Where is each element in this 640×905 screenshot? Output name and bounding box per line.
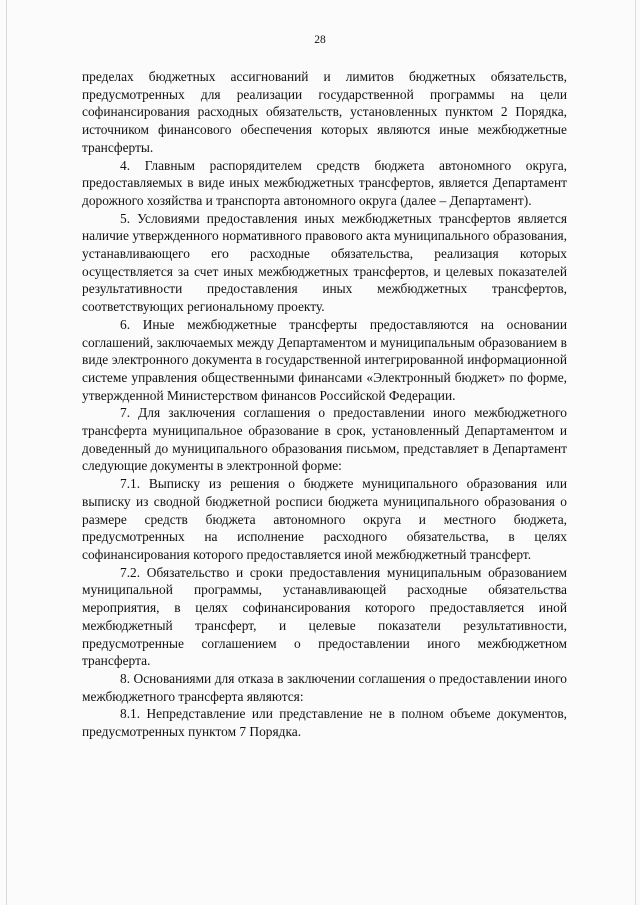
paragraph-5: 5. Условиями предоставления иных межбюджетных трансфертов является наличие утвержденного нормативного правового акта муниципального образования, устанавливающего его расходные обязательства, реализация которых осуществляется за счет иных межбюджетных трансфертов, и целевых показателей результативности предоставления иных межбюджетных трансфертов, соответствующих региональному проекту. <box>82 210 567 315</box>
paragraph-4: 4. Главным распорядителем средств бюджета автономного округа, предоставляемых в виде иных межбюджетных трансфертов, является Департамент дорожного хозяйства и транспорта автономного округа (далее – Департамент). <box>82 157 567 208</box>
page-number: 28 <box>314 34 326 46</box>
paragraph-7-2: 7.2. Обязательство и сроки предоставления муниципальным образованием муниципальной программы, устанавливающей расходные обязательства мероприятия, в целях софинансирования которого предоставляется иной межбюджетный трансферт, и целевые показатели результативности, предусмотренные соглашением о предоставлении иного межбюджетном трансферта. <box>82 564 567 669</box>
paragraph-7: 7. Для заключения соглашения о предоставлении иного межбюджетного трансферта муниципальное образование в срок, установленный Департаментом и доведенный до муниципального образования письмом, представляет в Департамент следующие документы в электронной форме: <box>82 405 567 474</box>
paragraph-8: 8. Основаниями для отказа в заключении соглашения о предоставлении иного межбюджетного трансферта являются: <box>82 670 567 704</box>
paragraph-7-1: 7.1. Выписку из решения о бюджете муниципального образования или выписку из сводной бюджетной росписи бюджета муниципального образования о размере средств бюджета автономного округа и местного бюджета, предусмотренных на исполнение расходного обязательства, в целях софинансирования которого предоставляется иной межбюджетный трансферт. <box>82 476 567 562</box>
paragraph-8-1: 8.1. Непредставление или представление не в полном объеме документов, предусмотренных пунктом 7 Порядка. <box>82 706 567 740</box>
body-text <box>82 68 567 741</box>
paragraph-6: 6. Иные межбюджетные трансферты предоставляются на основании соглашений, заключаемых между Департаментом и муниципальным образованием в виде электронного документа в государственной интегрированной информационной системе управления общественными финансами «Электронный бюджет» по форме, утвержденной Министерством финансов Российской Федерации. <box>82 316 567 403</box>
paragraph-continuation: пределах бюджетных ассигнований и лимитов бюджетных обязательств, предусмотренных для реализации государственной программы на цели софинансирования расходных обязательств, установленных пунктом 2 Порядка, источником финансового обеспечения которых являются иные межбюджетные трансферты. <box>82 69 567 155</box>
scan-edge-right <box>635 0 636 905</box>
scan-edge-left <box>6 0 7 905</box>
